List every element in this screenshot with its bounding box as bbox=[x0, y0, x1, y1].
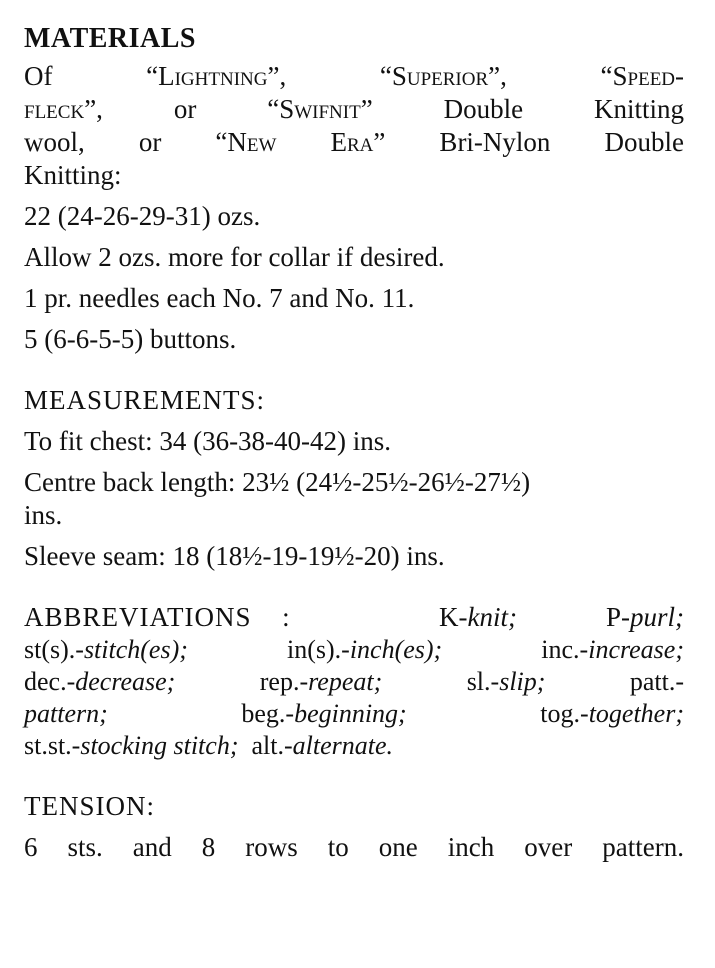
tension-section bbox=[24, 790, 684, 864]
measurements-section bbox=[24, 384, 684, 573]
materials-wool-line-1: Of “Lightning”, “Superior”, “Speed- bbox=[24, 61, 685, 91]
materials-section bbox=[24, 22, 684, 356]
materials-wool-line-3: wool, or “New Era” Bri-Nylon Double bbox=[24, 127, 684, 157]
abbreviations-line-5: st.st.-stocking stitch; alt.-alternate. bbox=[24, 731, 394, 760]
spacer bbox=[24, 417, 684, 425]
spacer bbox=[24, 192, 684, 200]
abbreviations-line-2: st(s).-stitch(es); in(s).-inch(es); inc.-increase; bbox=[24, 635, 684, 664]
materials-heading: MATERIALS bbox=[24, 23, 197, 54]
abbreviations-line-3: dec.-decrease; rep.-repeat; sl.-slip; patt.- bbox=[24, 667, 685, 696]
measurements-chest: To fit chest: 34 (36-38-40-42) ins. bbox=[24, 426, 392, 456]
knitting-pattern-page bbox=[24, 22, 684, 864]
materials-weights: 22 (24-26-29-31) ozs. bbox=[24, 201, 261, 231]
spacer bbox=[24, 532, 684, 540]
measurements-back-length-line-2: ins. bbox=[24, 500, 63, 530]
spacer bbox=[24, 233, 684, 241]
materials-wool-line-4: Knitting: bbox=[24, 160, 122, 190]
abbreviations-line-4: pattern; beg.-beginning; tog.-together; bbox=[24, 699, 684, 728]
materials-collar-note: Allow 2 ozs. more for collar if desired. bbox=[24, 242, 445, 272]
section-spacer bbox=[24, 762, 684, 790]
tension-text: 6 sts. and 8 rows to one inch over pattern. bbox=[24, 832, 684, 862]
abbreviations-heading: ABBREVIATIONS : bbox=[24, 602, 291, 632]
spacer bbox=[24, 458, 684, 466]
spacer bbox=[24, 315, 684, 323]
abbreviations-line-1: ABBREVIATIONS : K-knit; P-purl; bbox=[24, 602, 685, 632]
materials-wool-line-2: fleck”, or “Swifnit” Double Knitting bbox=[24, 94, 684, 124]
measurements-back-length-line-1: Centre back length: 23½ (24½-25½-26½-27½) bbox=[24, 467, 531, 497]
section-spacer bbox=[24, 573, 684, 601]
spacer bbox=[24, 823, 684, 831]
tension-heading: TENSION: bbox=[24, 791, 155, 821]
materials-buttons: 5 (6-6-5-5) buttons. bbox=[24, 324, 237, 354]
materials-needles: 1 pr. needles each No. 7 and No. 11. bbox=[24, 283, 415, 313]
section-spacer bbox=[24, 356, 684, 384]
measurements-heading: MEASUREMENTS: bbox=[24, 385, 266, 415]
abbreviations-section bbox=[24, 601, 684, 762]
measurements-sleeve: Sleeve seam: 18 (18½-19-19½-20) ins. bbox=[24, 541, 445, 571]
spacer bbox=[24, 274, 684, 282]
